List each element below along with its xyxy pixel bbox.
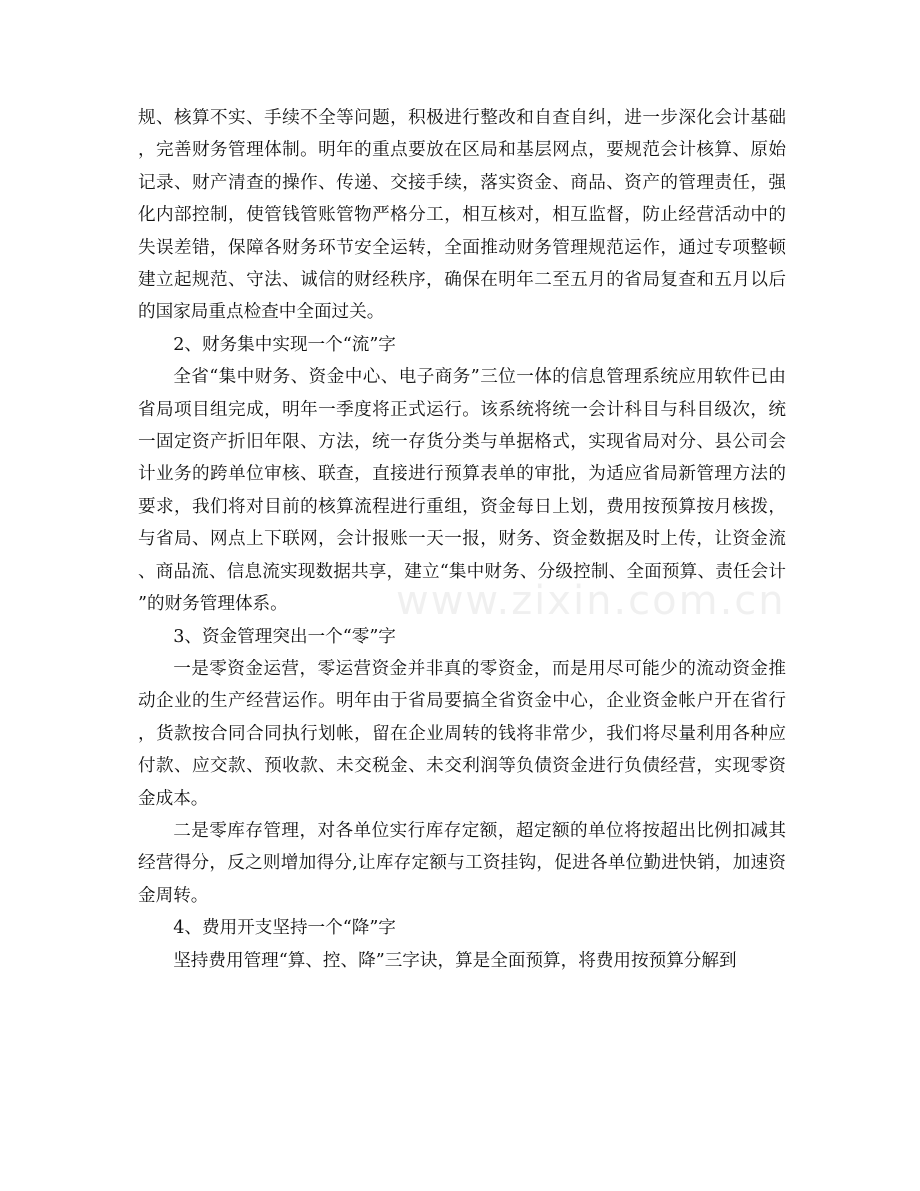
paragraph-financial-centralization: 全省“集中财务、资金中心、电子商务”三位一体的信息管理系统应用软件已由省局项目组完成，明年一季度将正式运行。该系统将统一会计科目与科目级次，统一固定资产折旧年限、方法，统一存货分类与单据格式，实现省局对分、县公司会计业务的跨单位审核、联查，直接进行预算表单的审批，为适应省局新管理方法的要求，我们将对目前的核算流程进行重组，资金每日上划，费用按预算按月核拨，与省局、网点上下联网，会计报账一天一报，财务、资金数据及时上传，让资金流、商品流、信息流实现数据共享，建立“集中财务、分级控制、全面预算、责任会计”的财务管理体系。	[138, 367, 786, 615]
paragraph-zero-inventory: 二是零库存管理，对各单位实行库存定额，超定额的单位将按超出比例扣减其经营得分，反之则增加得分,让库存定额与工资挂钩，促进各单位勤进快销，加速资金周转。	[138, 820, 786, 906]
section-heading-3: 3、资金管理突出一个“零”字	[173, 626, 396, 647]
paragraph-cost-control: 坚持费用管理“算、控、降”三字诀，算是全面预算，将费用按预算分解到	[173, 950, 737, 971]
section-heading-2: 2、财务集中实现一个“流”字	[173, 334, 396, 355]
paragraph-continuation: 规、核算不实、手续不全等问题，积极进行整改和自查自纠，进一步深化会计基础，完善财务管理体制。明年的重点要放在区局和基层网点，要规范会计核算、原始记录、财产清查的操作、传递、交接手续，落实资金、商品、资产的管理责任，强化内部控制，使管钱管账管物严格分工，相互核对，相互监督，防止经营活动中的失误差错，保障各财务环节安全运转，全面推动财务管理规范运作，通过专项整顿建立起规范、守法、诚信的财经秩序，确保在明年二至五月的省局复查和五月以后的国家局重点检查中全面过关。	[138, 108, 786, 323]
paragraph-zero-capital: 一是零资金运营，零运营资金并非真的零资金，而是用尽可能少的流动资金推动企业的生产经营运作。明年由于省局要搞全省资金中心，企业资金帐户开在省行，货款按合同合同执行划帐，留在企业周转的钱将非常少，我们将尽量利用各种应付款、应交款、预收款、未交税金、未交利润等负债资金进行负债经营，实现零资金成本。	[138, 658, 786, 809]
document-body	[138, 102, 786, 977]
section-heading-4: 4、费用开支坚持一个“降”字	[173, 918, 396, 939]
watermark-text: www.zixin.com.cn	[396, 578, 786, 624]
